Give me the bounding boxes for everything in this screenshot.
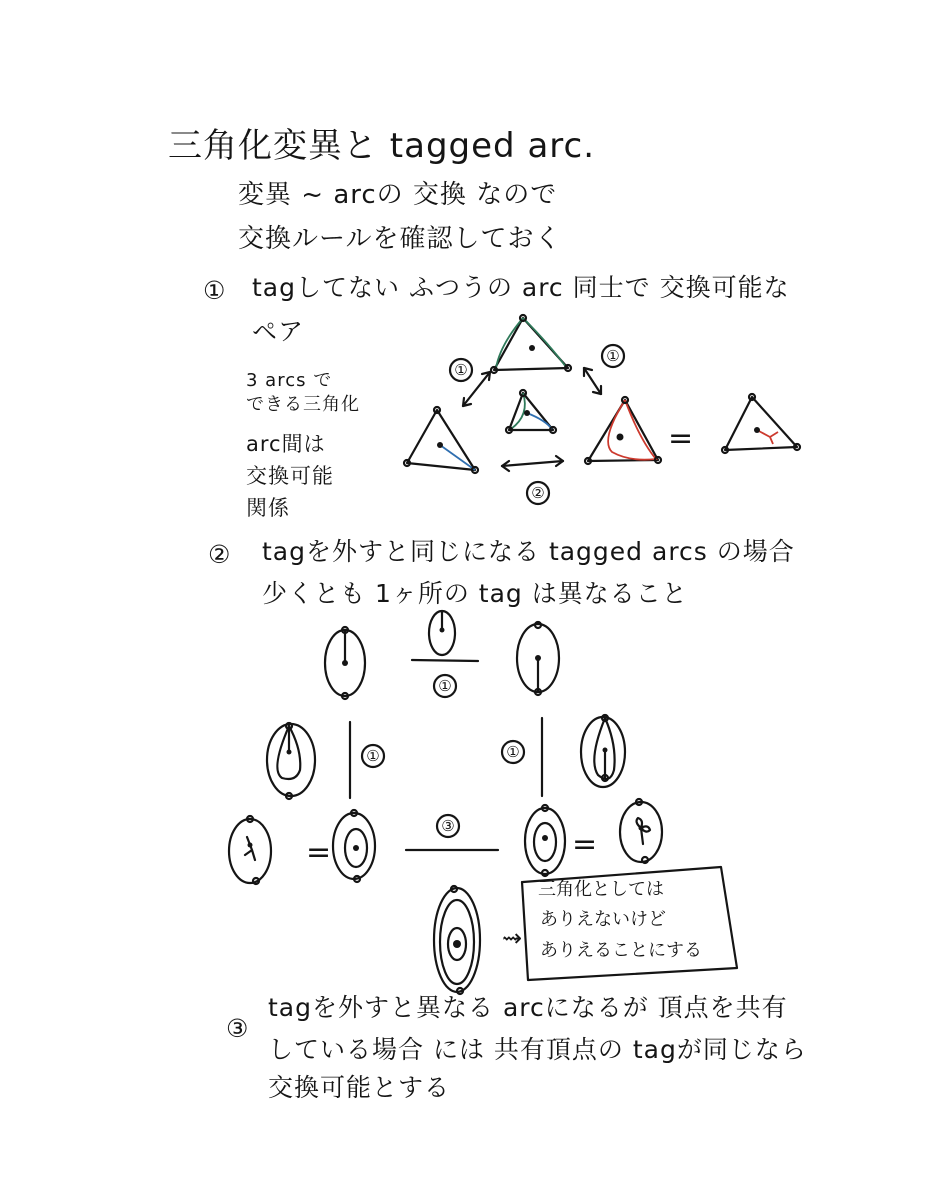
svg-text:②: ② bbox=[531, 484, 545, 502]
triangle-right bbox=[585, 397, 661, 464]
svg-text:①: ① bbox=[454, 361, 468, 379]
box-note-line-2: ありえないけど bbox=[540, 909, 666, 930]
section3-line-1: tagを外すと異なる arcになるが 頂点を共有 bbox=[268, 993, 788, 1022]
triangle-far-right bbox=[722, 394, 800, 453]
side-note-line-3: arc間は bbox=[246, 432, 326, 456]
circled-label-left bbox=[450, 359, 472, 381]
equals-sign-3: = bbox=[572, 827, 598, 862]
circled-label-mid-right bbox=[502, 741, 524, 763]
svg-text:①: ① bbox=[438, 677, 452, 695]
side-note-line-4: 交換可能 bbox=[246, 464, 334, 488]
section1-line-2: ペア bbox=[252, 317, 305, 346]
oval-top-left bbox=[325, 627, 365, 699]
equals-sign-1: = bbox=[668, 421, 694, 456]
circled-label-mid-left bbox=[362, 745, 384, 767]
oval-bottom-right bbox=[620, 799, 662, 863]
oval-bottom-right-nested bbox=[525, 805, 565, 876]
section2-number: ② bbox=[208, 540, 232, 569]
svg-text:①: ① bbox=[506, 743, 520, 761]
circled-label-bottom bbox=[527, 482, 549, 504]
triangle-center bbox=[506, 390, 556, 433]
svg-text:①: ① bbox=[366, 747, 380, 765]
page-title: 三角化変異と tagged arc. bbox=[168, 126, 596, 166]
oval-top-right bbox=[517, 622, 559, 695]
oval-bottom-left bbox=[229, 816, 271, 884]
oval-large-nested bbox=[434, 886, 480, 994]
squiggle-arrow: ⇝ bbox=[502, 924, 523, 952]
arrow-bottom-horizontal bbox=[502, 456, 563, 471]
box-note-line-1: 三角化としては bbox=[538, 879, 664, 900]
arrow-right-diagonal bbox=[584, 368, 601, 394]
svg-text:③: ③ bbox=[441, 817, 455, 835]
side-note-line-2: できる三角化 bbox=[246, 394, 360, 415]
triangle-left bbox=[404, 407, 478, 473]
svg-text:①: ① bbox=[606, 347, 620, 365]
oval-mid-right bbox=[581, 715, 625, 787]
triangle-top bbox=[491, 315, 571, 373]
equals-sign-2: = bbox=[306, 835, 332, 870]
section2-line-2: 少くとも 1ヶ所の tag は異なること bbox=[262, 579, 688, 608]
section3-line-3: 交換可能とする bbox=[268, 1073, 451, 1102]
intro-line-2: 交換ルールを確認しておく bbox=[238, 224, 562, 254]
section3-line-2: している場合 には 共有頂点の tagが同じなら bbox=[268, 1035, 807, 1064]
section2-line-1: tagを外すと同じになる tagged arcs の場合 bbox=[262, 537, 795, 566]
intro-line-1: 変異 ~ arcの 交換 なので bbox=[238, 180, 558, 210]
fraction-center bbox=[412, 611, 478, 697]
section3-number: ③ bbox=[226, 1014, 250, 1043]
oval-bottom-left-nested bbox=[333, 810, 375, 882]
circled-label-right bbox=[602, 345, 624, 367]
fraction-bottom bbox=[406, 815, 498, 850]
box-note-line-3: ありえることにする bbox=[540, 940, 702, 961]
section1-line-1: tagしてない ふつうの arc 同士で 交換可能な bbox=[252, 273, 790, 302]
side-note-line-1: 3 arcs で bbox=[246, 370, 333, 391]
section1-number: ① bbox=[203, 276, 227, 305]
side-note-line-5: 関係 bbox=[246, 496, 290, 520]
oval-mid-left bbox=[267, 723, 315, 799]
